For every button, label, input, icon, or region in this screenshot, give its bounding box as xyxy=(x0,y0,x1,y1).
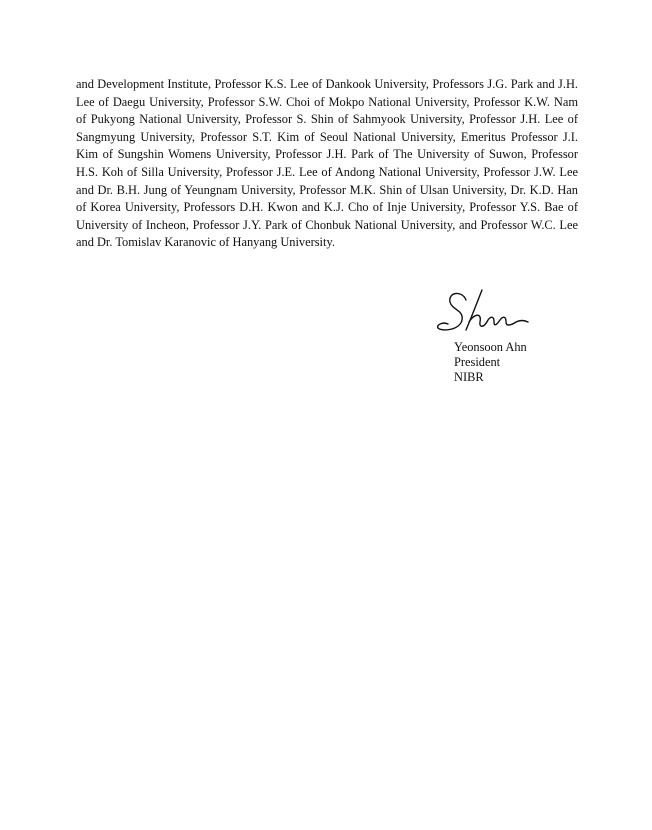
signer-organization: NIBR xyxy=(454,370,484,384)
acknowledgement-paragraph: and Development Institute, Professor K.S. Lee of Dankook University, Professors J.G. Park and J.H. Lee of Daegu University, Professor S.W. Choi of Mokpo National University, Professor K.W. Nam of Pukyong National University, Professor S. Shin of Sahmyook University, Professor J.H. Lee of Sangmyung University, Professor S.T. Kim of Seoul National University, Emeritus Professor J.I. Kim of Sungshin Womens University, Professor J.H. Park of The University of Suwon, Professor H.S. Koh of Silla University, Professor J.E. Lee of Andong National University, Professor J.W. Lee and Dr. B.H. Jung of Yeungnam University, Professor M.K. Shin of Ulsan University, Dr. K.D. Han of Korea University, Professors D.H. Kwon and K.J. Cho of Inje University, Professor Y.S. Bae of University of Incheon, Professor J.Y. Park of Chonbuk National University, and Professor W.C. Lee and Dr. Tomislav Karanovic of Hanyang University. xyxy=(76,77,578,250)
signature-icon xyxy=(436,286,532,336)
signer-name: Yeonsoon Ahn xyxy=(454,340,527,354)
signer-title: President xyxy=(454,355,501,369)
signer-block xyxy=(454,340,527,385)
